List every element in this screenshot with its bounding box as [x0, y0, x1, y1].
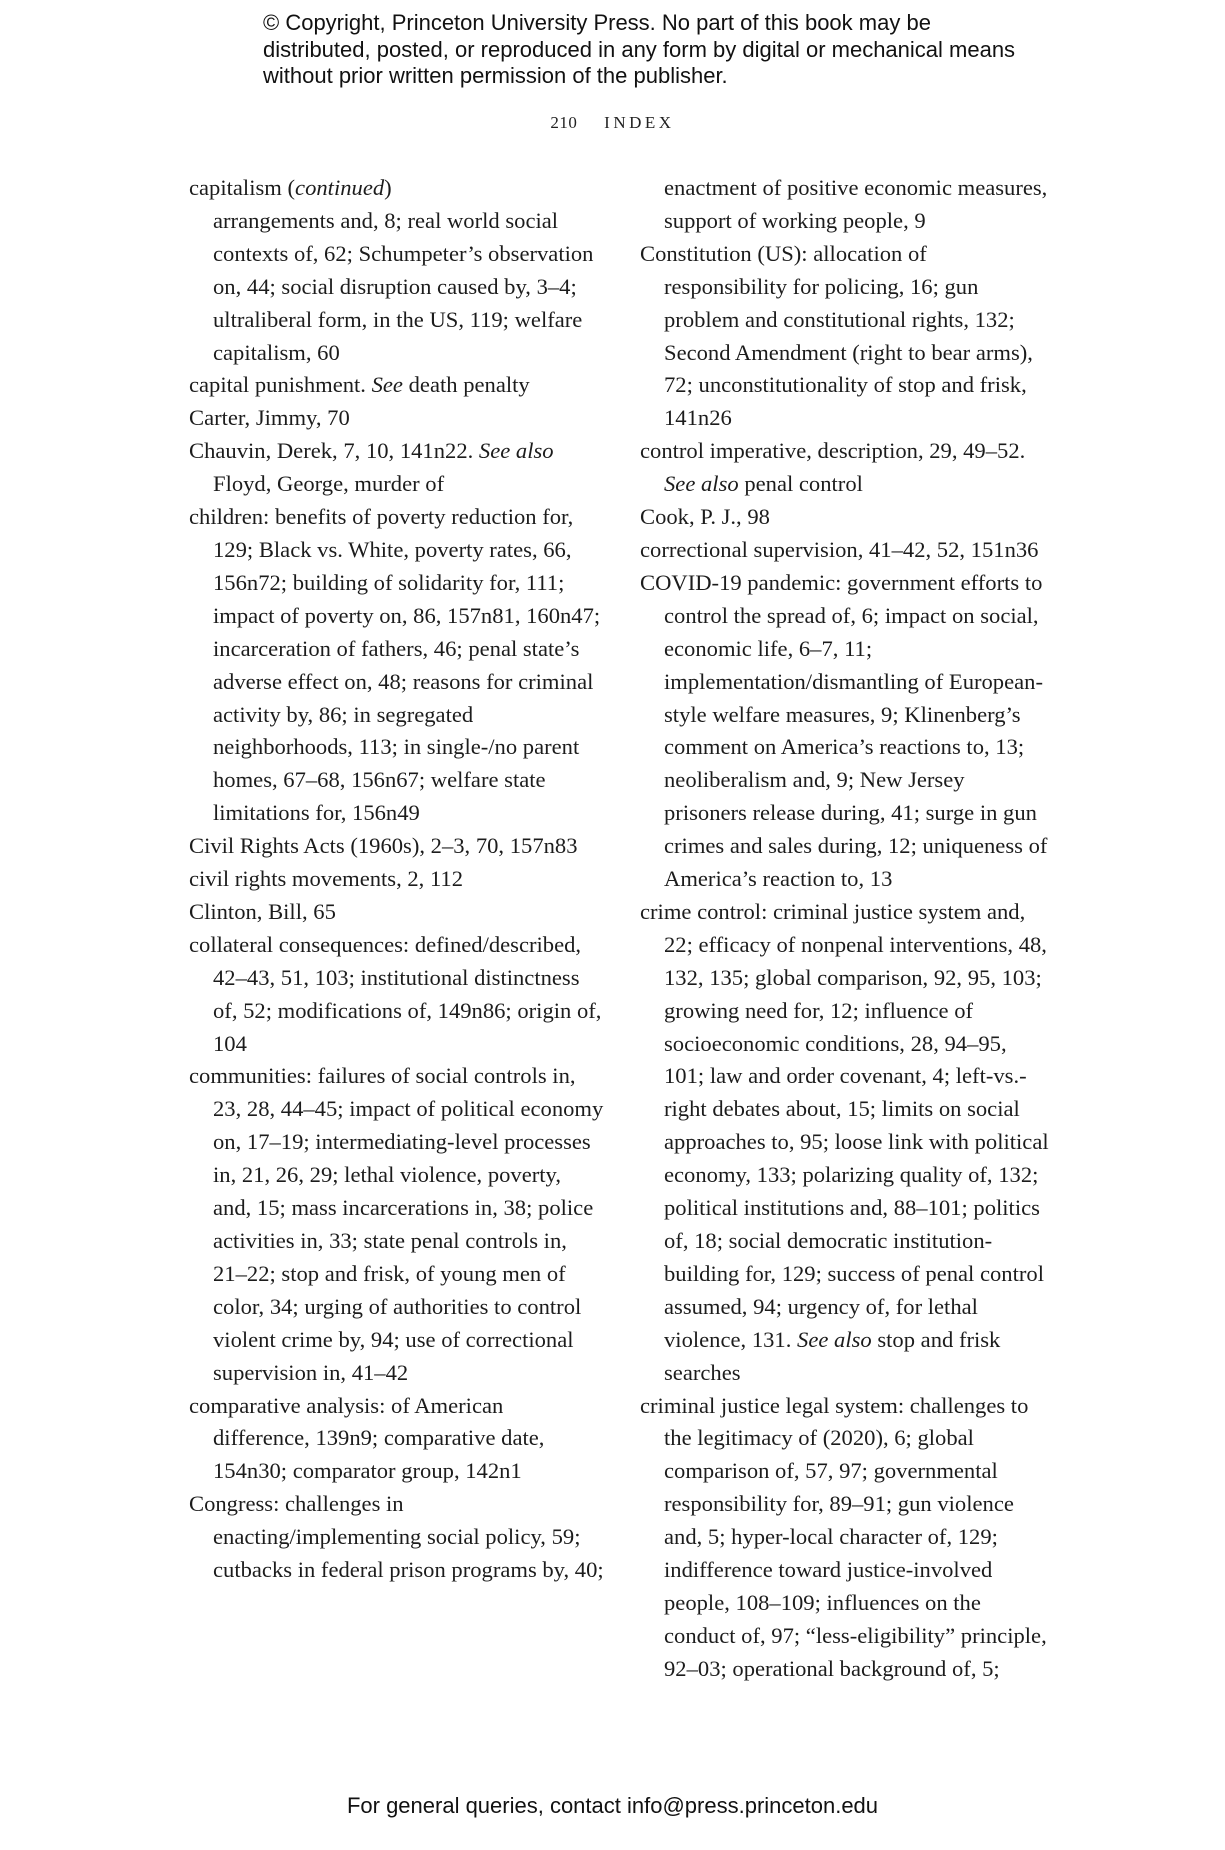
see-reference: See [371, 372, 403, 398]
index-entry-continuation: arrangements and, 8; real world social contexts of, 62; Schumpeter’s observation on, 44; social disruption caused by, 3–4; ultraliberal form, in the US, 119; welfare capitalism, 60 [213, 207, 594, 365]
index-entry: civil rights movements, 2, 112 [189, 866, 464, 892]
index-entry: Congress: challenges in enacting/implementing social policy, 59; cutbacks in federal prison programs by, 40; [189, 1491, 604, 1583]
index-entry: Clinton, Bill, 65 [189, 898, 336, 924]
index-entry [640, 435, 1052, 501]
index-entry [189, 369, 604, 402]
see-target: stop and frisk searches [664, 1326, 1001, 1385]
entry-head: capitalism [189, 175, 282, 200]
page-number: 210 [550, 113, 578, 132]
index-entry: children: benefits of poverty reduction for, 129; Black vs. White, poverty rates, 66, 156n72; building of solidarity for, 111; impact of poverty on, 86, 157n81, 160n47; incarceration of fathers, 46; penal state’s adverse effect on, 48; reasons for criminal activity by, 86; in segregated neighborhoods, 113; in single-/no parent homes, 67–68, 156n67; welfare state limitations for, 156n49 [189, 504, 601, 826]
index-entry: collateral consequences: defined/described, 42–43, 51, 103; institutional distinctness of, 52; modifications of, 149n86; origin of, 104 [189, 931, 602, 1056]
index-entry-heading: capitalism (continued) [189, 175, 392, 200]
entry-text: control imperative, description, 29, 49–52. [640, 438, 1026, 464]
index-column-left [189, 172, 604, 1587]
see-reference: See also [478, 438, 554, 464]
index-column-right [640, 172, 1052, 1686]
index-entry [640, 896, 1052, 1390]
see-target: Floyd, George, murder of [213, 471, 445, 497]
index-entry: communities: failures of social controls in, 23, 28, 44–45; impact of political economy on, 17–19; intermediating-level processes in, 21, 26, 29; lethal violence, poverty, and, 15; mass incarcerations in, 38; police activities in, 33; state penal controls in, 21–22; stop and frisk, of young men of color, 34; urging of authorities to control violent crime by, 94; use of correctional supervision in, 41–42 [189, 1063, 604, 1385]
see-target: death penalty [408, 372, 530, 398]
index-entry [189, 435, 604, 501]
see-reference: See also [797, 1326, 872, 1352]
continued-note: continued [295, 175, 385, 200]
see-reference: See also [664, 471, 739, 497]
entry-text: capital punishment. [189, 372, 366, 398]
index-entry: comparative analysis: of American difference, 139n9; comparative date, 154n30; comparator group, 142n1 [189, 1392, 545, 1484]
running-head [0, 113, 1225, 133]
index-entry: correctional supervision, 41–42, 52, 151n36 [640, 536, 1039, 562]
index-entry: Civil Rights Acts (1960s), 2–3, 70, 157n83 [189, 833, 578, 859]
index-entry: Constitution (US): allocation of responsibility for policing, 16; gun problem and constitutional rights, 132; Second Amendment (right to bear arms), 72; unconstitutionality of stop and frisk, 141n26 [640, 240, 1033, 431]
see-target: penal control [744, 471, 863, 497]
index-entry-continuation: enactment of positive economic measures, support of working people, 9 [664, 175, 1048, 233]
entry-text: crime control: criminal justice system and, 22; efficacy of nonpenal interventions, 48, 132, 135; global comparison, 92, 95, 103; growing need for, 12; influence of socioeconomic conditions, 28, 94–95, 101; law and order covenant, 4; left-vs.-right debates about, 15; limits on social approaches to, 95; loose link with political economy, 133; polarizing quality of, 132; political institutions and, 88–101; politics of, 18; social democratic institution-building for, 129; success of penal control assumed, 94; urgency of, for lethal violence, 131. [640, 898, 1049, 1352]
index-entry: Carter, Jimmy, 70 [189, 405, 350, 431]
running-head-title: INDEX [604, 113, 675, 132]
index-entry: Cook, P. J., 98 [640, 504, 770, 530]
index-entry: criminal justice legal system: challenges to the legitimacy of (2020), 6; global comparison of, 57, 97; governmental responsibility for, 89–91; gun violence and, 5; hyper-local character of, 129; indifference toward justice-involved people, 108–109; influences on the conduct of, 97; “less-eligibility” principle, 92–03; operational background of, 5; [640, 1392, 1047, 1681]
footer-contact: For general queries, contact info@press.princeton.edu [346, 1793, 879, 1818]
entry-text: Chauvin, Derek, 7, 10, 141n22. [189, 438, 474, 464]
index-entry: COVID-19 pandemic: government efforts to control the spread of, 6; impact on social, economic life, 6–7, 11; implementation/dismantling of European-style welfare measures, 9; Klinenberg’s comment on America’s reactions to, 13; neoliberalism and, 9; New Jersey prisoners release during, 41; surge in gun crimes and sales during, 12; uniqueness of America’s reaction to, 13 [640, 569, 1048, 892]
copyright-notice: © Copyright, Princeton University Press. No part of this book may be distributed, posted, or reproduced in any form by digital or mechanical means without prior written permission of the publisher. [263, 10, 1016, 88]
